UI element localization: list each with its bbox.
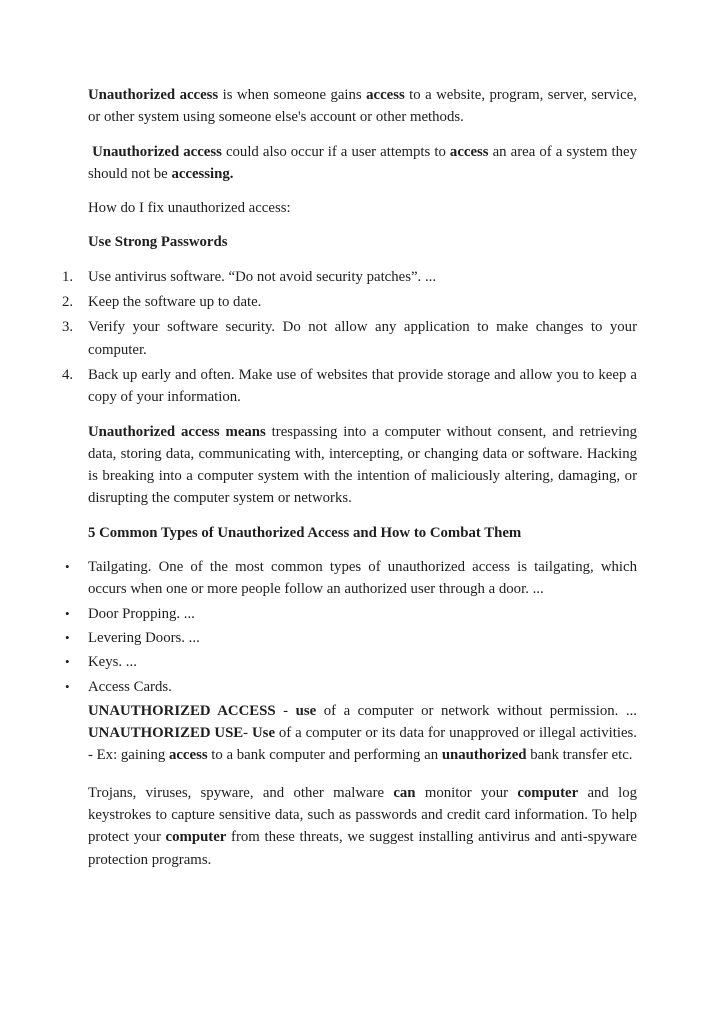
text-run: is when someone gains — [218, 87, 367, 103]
list-item — [62, 316, 637, 361]
list-item-text: Keys. ... — [88, 654, 137, 671]
paragraph-trojans-malware — [88, 782, 637, 871]
text-run: to a website, program, server, service, or other system using someone else's account or other methods. — [88, 87, 637, 126]
text-run: monitor your — [415, 784, 518, 801]
bold-run: access — [449, 143, 489, 160]
list-item-text: Use antivirus software. “Do not avoid security patches”. ... — [88, 268, 437, 285]
list-item — [65, 556, 637, 601]
list-item — [62, 364, 637, 409]
bold-run: unauthorized — [441, 747, 527, 764]
paragraph-how-do-i-fix: How do I fix unauthorized access: — [88, 200, 291, 217]
text-run: an area of a system they should not be — [88, 143, 637, 182]
paragraph-unauthorized-access-use — [88, 700, 637, 767]
text-run: bank transfer etc. — [526, 747, 633, 764]
bold-run: computer — [517, 784, 579, 801]
bold-run: UNAUTHORIZED USE — [88, 725, 244, 742]
bullet-marker: • — [65, 678, 70, 694]
text-run: - — [275, 702, 296, 719]
heading-use-strong-passwords: Use Strong Passwords — [88, 234, 228, 251]
list-item — [65, 651, 637, 673]
list-number: 3. — [62, 319, 74, 336]
text-run: trespassing into a computer without consent, and retrieving data, storing data, communicating with, intercepting, or changing data or software. Hacking is breaking into a computer system with the intention of maliciously altering, damaging, or disrupting the computer system or networks. — [88, 423, 638, 507]
list-item-text: Verify your software security. Do not allow any application to make changes to your computer. — [88, 319, 637, 358]
list-number: 2. — [62, 294, 74, 311]
bold-run: use — [295, 702, 317, 719]
list-item — [65, 603, 637, 625]
list-item-text: Access Cards. — [88, 678, 172, 695]
numbered-list-fix-steps — [62, 266, 637, 409]
paragraph-unauthorized-definition — [88, 84, 637, 129]
text-run: to a bank computer and performing an — [207, 747, 442, 764]
list-item — [62, 291, 637, 313]
list-number: 1. — [62, 268, 74, 285]
list-item-text: Door Propping. ... — [88, 605, 195, 622]
text-run: could also occur if a user attempts to — [221, 143, 450, 160]
bold-run: Unauthorized access means — [88, 423, 266, 440]
list-item-text: Tailgating. One of the most common types of unauthorized access is tailgating, which occurs when one or more people follow an authorized user through a door. ... — [88, 559, 637, 598]
heading-5-common-types: 5 Common Types of Unauthorized Access and How to Combat Them — [88, 524, 522, 541]
text-run: of a computer or its data for unapproved or illegal activities. - Ex: gaining — [88, 725, 638, 764]
bold-run: access — [366, 87, 405, 103]
bold-run: UNAUTHORIZED ACCESS — [88, 702, 276, 719]
bold-run: Unauthorized access — [88, 87, 219, 103]
paragraph-unauthorized-means — [88, 421, 637, 510]
text-run: from these threats, we suggest installing antivirus and anti-spyware protection programs. — [88, 829, 637, 868]
bold-run: computer — [165, 829, 227, 846]
list-item-text: Back up early and often. Make use of websites that provide storage and allow you to keep a copy of your information. — [88, 366, 637, 406]
list-item-text: Keep the software up to date. — [88, 294, 262, 311]
bold-run: access — [168, 747, 208, 764]
list-item — [65, 676, 637, 698]
text-run: - — [243, 725, 252, 742]
bullet-marker: • — [65, 605, 70, 621]
list-item — [62, 266, 637, 288]
list-number: 4. — [62, 366, 74, 383]
bold-run: Unauthorized access — [92, 143, 222, 160]
bullet-marker: • — [65, 629, 70, 645]
text-run: Trojans, viruses, spyware, and other malware — [88, 784, 394, 801]
bold-run: accessing. — [171, 165, 234, 182]
list-item — [65, 627, 637, 649]
bullet-marker: • — [65, 654, 70, 670]
bold-run: Use — [252, 725, 276, 742]
bullet-marker: • — [65, 559, 70, 575]
text-run: of a computer or network without permission. ... — [316, 702, 637, 719]
list-item-text: Levering Doors. ... — [88, 629, 200, 646]
bold-run: can — [393, 784, 416, 801]
text-run: and log keystrokes to capture sensitive data, such as passwords and credit card information. To help protect your — [88, 784, 637, 846]
paragraph-unauthorized-occur — [88, 141, 637, 186]
bulleted-list-access-types — [65, 556, 637, 698]
